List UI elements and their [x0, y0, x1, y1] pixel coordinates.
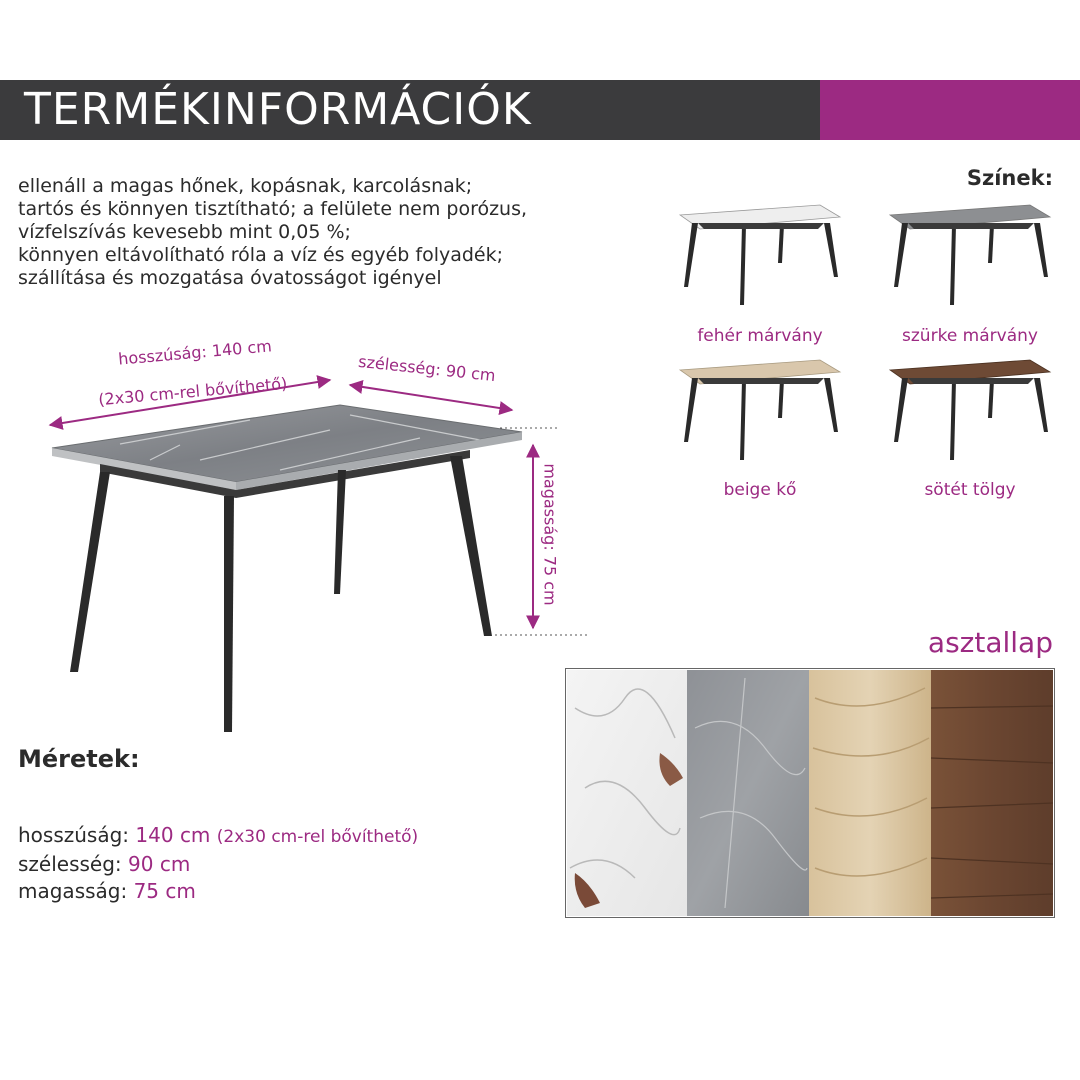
width-arrow: [350, 385, 512, 410]
sample-white-marble: [567, 670, 687, 916]
feature-item: vízfelszívás kevesebb mint 0,05 %;: [18, 221, 351, 243]
height-label: magasság: 75 cm: [540, 463, 560, 606]
tabletop-heading: asztallap: [927, 626, 1053, 659]
swatch-label: szürke márvány: [902, 326, 1038, 346]
feature-item: ellenáll a magas hőnek, kopásnak, karcolásnak;: [18, 175, 473, 197]
dimensions-heading: Méretek:: [18, 745, 140, 773]
dimension-width: [18, 851, 418, 878]
page-title: TERMÉKINFORMÁCIÓK: [24, 84, 532, 135]
length-label: hosszúság: 140 cm: [117, 336, 273, 369]
dimension-width-value: 90 cm: [128, 852, 191, 876]
dimension-length-note: (2x30 cm-rel bővíthető): [216, 827, 419, 847]
width-label: szélesség: 90 cm: [357, 351, 497, 386]
feature-item: könnyen eltávolítható róla a víz és egyéb folyadék;: [18, 244, 504, 266]
dimension-height-value: 75 cm: [133, 879, 196, 903]
dimension-height: [18, 878, 418, 905]
sample-dark-oak: [931, 670, 1053, 916]
swatch-label: beige kő: [723, 480, 797, 500]
feature-item: szállítása és mozgatása óvatosságot igényel: [18, 267, 442, 289]
length-note: (2x30 cm-rel bővíthető): [97, 373, 288, 410]
swatch-label: sötét tölgy: [924, 480, 1016, 500]
dimensions-list: [18, 822, 418, 905]
sample-grey-marble: [687, 670, 809, 916]
swatch-label: fehér márvány: [697, 326, 823, 346]
sample-beige-stone: [809, 670, 931, 916]
tabletop-samples: [565, 668, 1055, 918]
table-illustration: [52, 405, 522, 732]
dimension-width-label: szélesség:: [18, 852, 122, 876]
dimension-length-value: 140 cm: [135, 823, 211, 847]
colors-heading: Színek:: [966, 166, 1053, 190]
feature-item: tartós és könnyen tisztítható; a felülete nem porózus,: [18, 198, 528, 220]
dimension-height-label: magasság:: [18, 879, 128, 903]
dimension-length-label: hosszúság:: [18, 823, 130, 847]
dimension-length: [18, 822, 418, 851]
